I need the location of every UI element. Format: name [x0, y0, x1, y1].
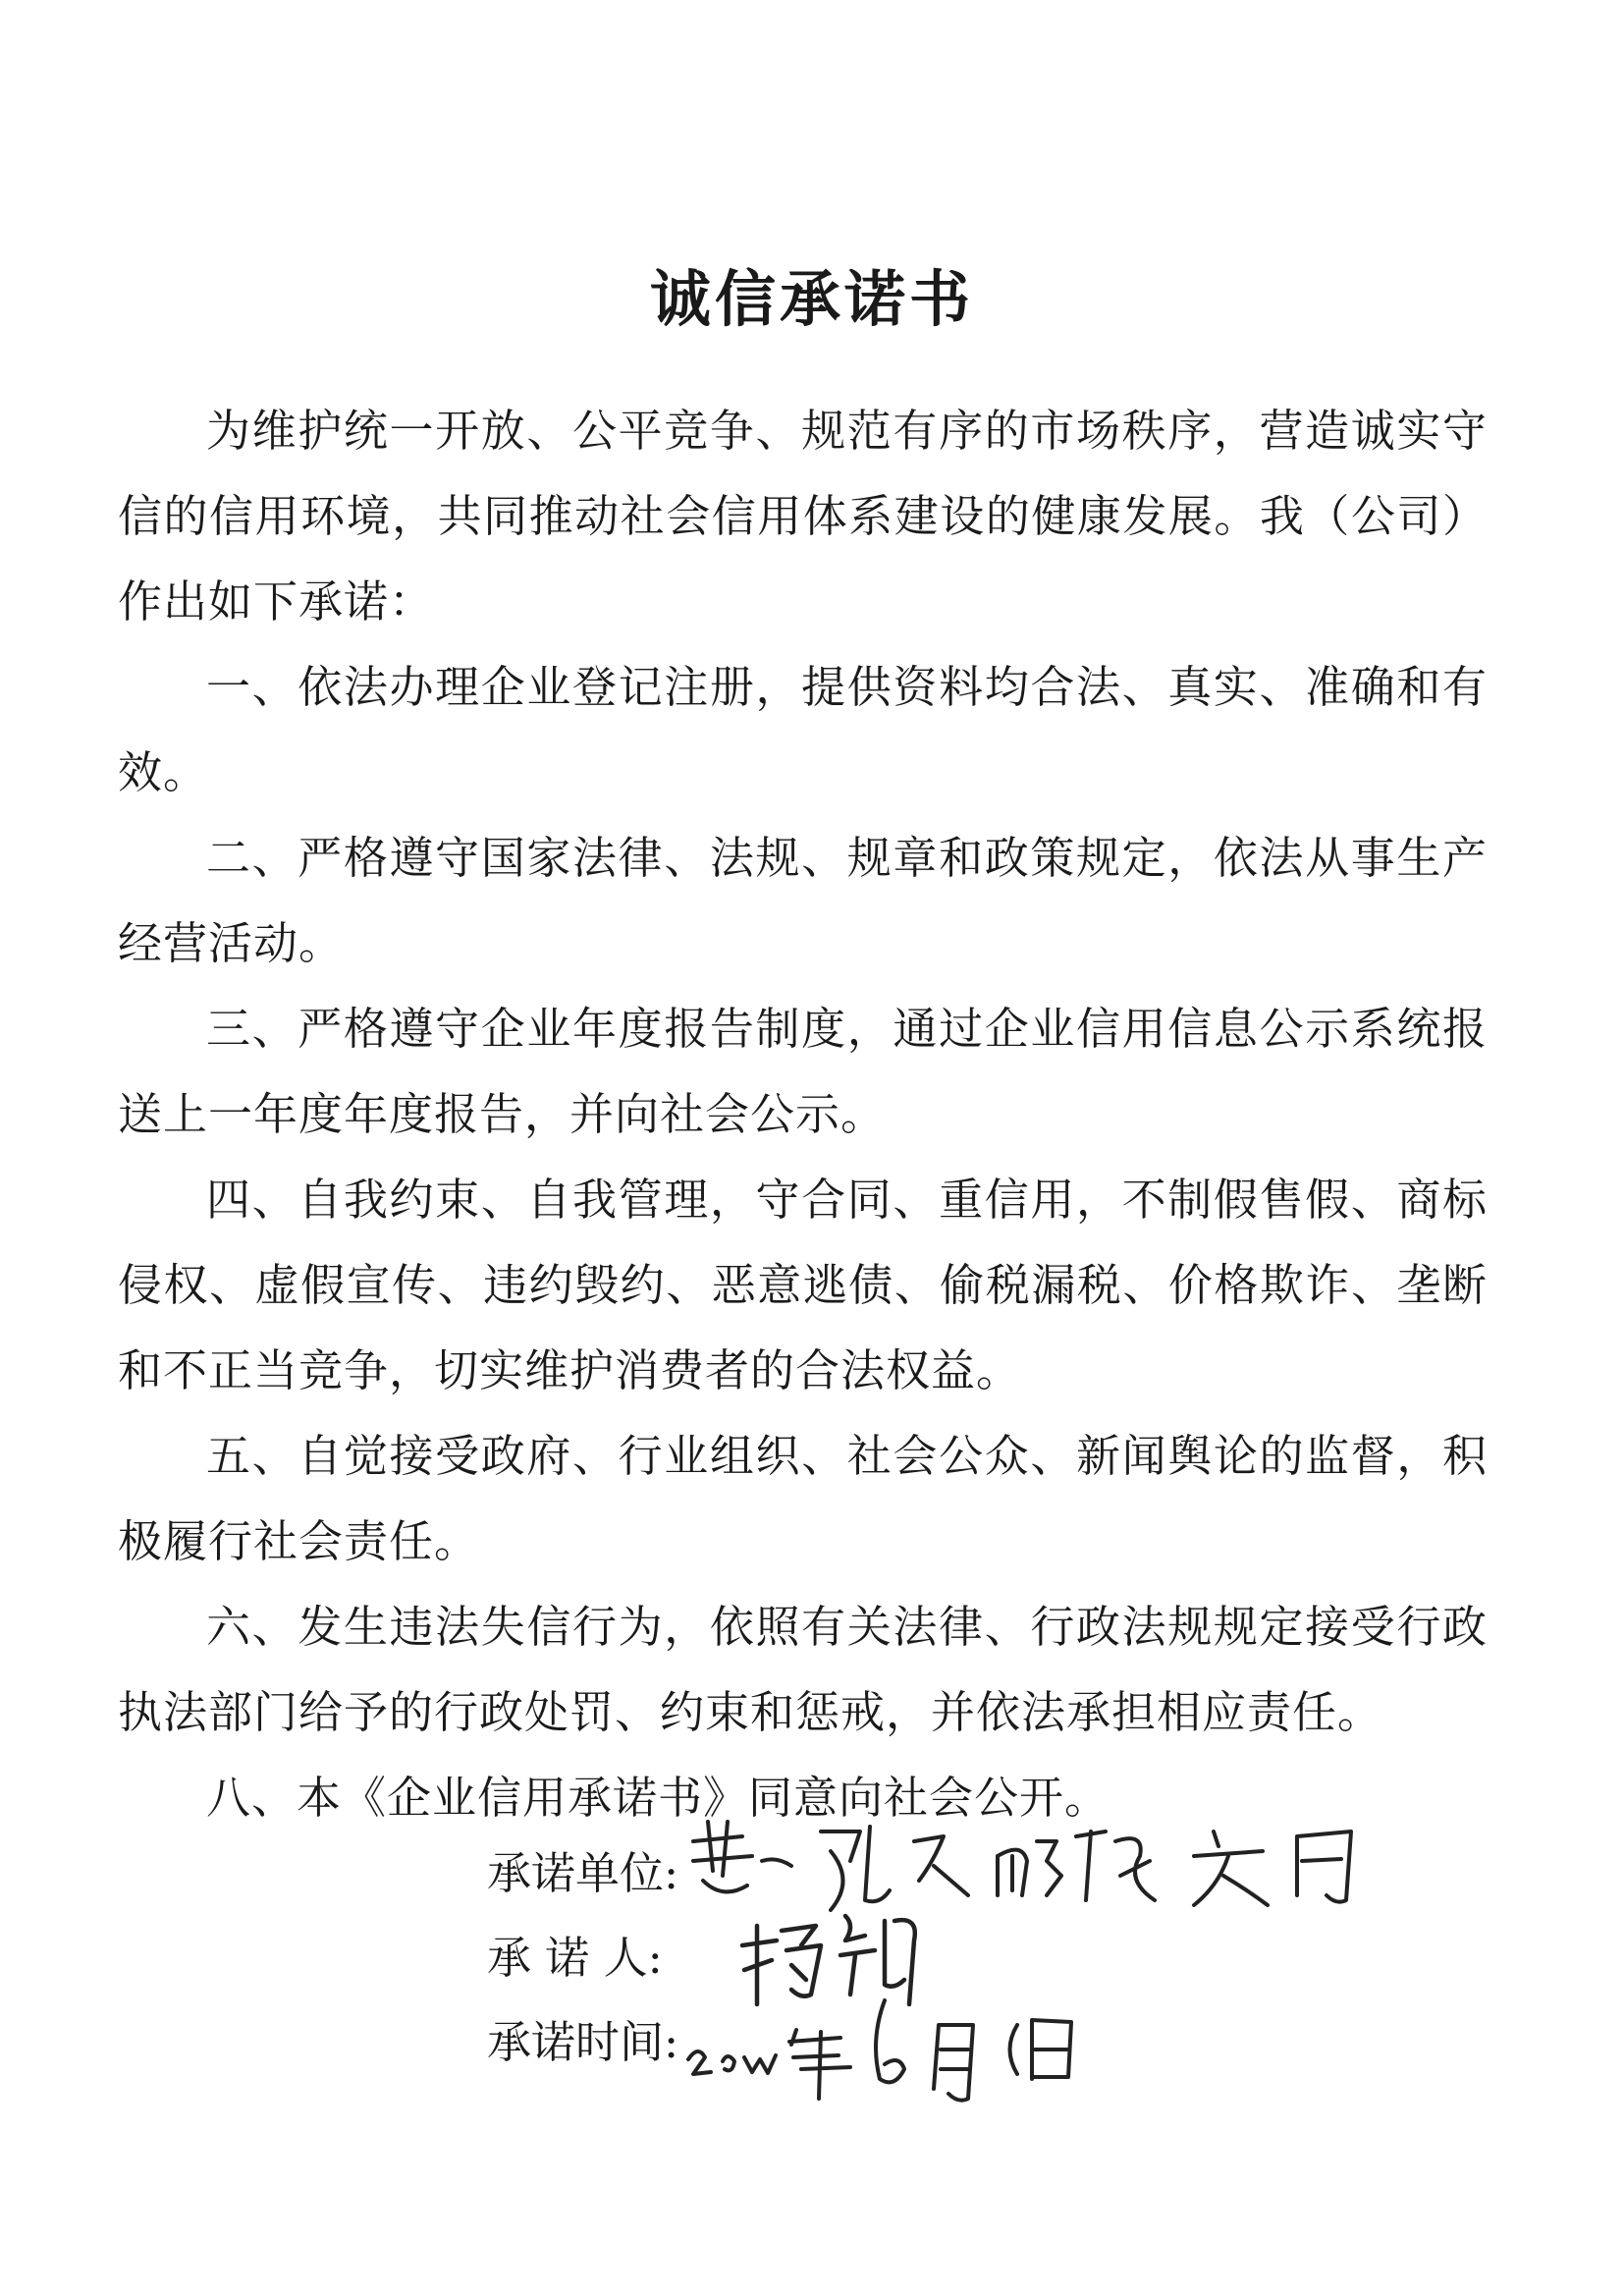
clause-1: 一、依法办理企业登记注册，提供资料均合法、真实、准确和有效。	[118, 661, 1488, 798]
sign-row-unit	[487, 1831, 1469, 1916]
intro-paragraph: 为维护统一开放、公平竞争、规范有序的市场秩序，营造诚实守信的信用环境，共同推动社会信用体系建设的健康发展。我（公司）作出如下承诺：	[118, 405, 1488, 628]
unit-label: 承诺单位:	[487, 1847, 679, 1899]
clause-8: 八、本《企业信用承诺书》同意向社会公开。	[206, 1772, 1110, 1824]
clause-4: 四、自我约束、自我管理，守合同、重信用，不制假售假、商标侵权、虚假宣传、违约毁约、恶意逃债、偷税漏税、价格欺诈、垄断和不正当竞争，切实维护消费者的合法权益。	[118, 1174, 1488, 1396]
time-handwritten-date	[683, 1971, 1125, 2089]
clause-2: 二、严格遵守国家法律、法规、规章和政策规定，依法从事生产经营活动。	[118, 832, 1488, 969]
sign-row-time	[487, 2000, 1469, 2085]
clause-6: 六、发生违法失信行为，依照有关法律、行政法规规定接受行政执法部门给予的行政处罚、约束和惩戒，并依法承担相应责任。	[118, 1601, 1488, 1738]
signature-block	[487, 1831, 1469, 2085]
clause-5: 五、自觉接受政府、行业组织、社会公众、新闻舆论的监督，积极履行社会责任。	[118, 1430, 1488, 1567]
document-body	[118, 388, 1488, 1840]
time-label: 承诺时间:	[487, 2016, 679, 2068]
person-label: 承 诺 人:	[487, 1932, 663, 1984]
clause-3: 三、严格遵守企业年度报告制度，通过企业信用信息公示系统报送上一年度年度报告，并向社会公示。	[118, 1003, 1488, 1140]
document-title: 诚信承诺书	[649, 263, 974, 335]
